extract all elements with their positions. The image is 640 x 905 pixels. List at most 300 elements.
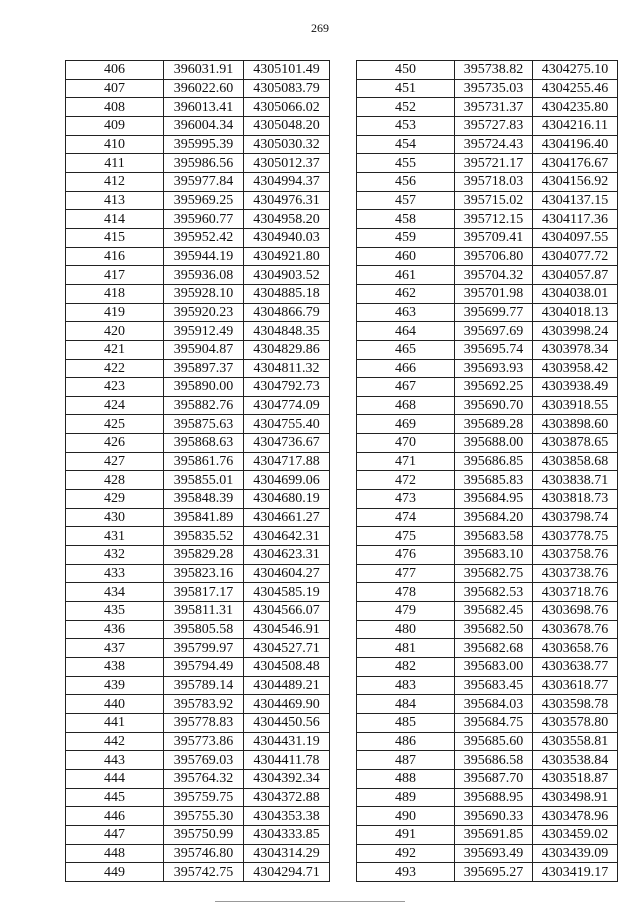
table-row — [357, 396, 618, 415]
x-coordinate-cell: 396013.41 — [164, 98, 244, 117]
table-row — [357, 322, 618, 341]
y-coordinate-cell: 4303798.74 — [533, 508, 618, 527]
table-row — [357, 154, 618, 173]
y-coordinate-cell: 4303958.42 — [533, 359, 618, 378]
y-coordinate-cell: 4303538.84 — [533, 751, 618, 770]
x-coordinate-cell: 395687.70 — [455, 769, 533, 788]
table-row — [357, 303, 618, 322]
point-number-cell: 457 — [357, 191, 455, 210]
y-coordinate-cell: 4304469.90 — [244, 695, 330, 714]
x-coordinate-cell: 395683.10 — [455, 546, 533, 565]
point-number-cell: 485 — [357, 713, 455, 732]
y-coordinate-cell: 4304546.91 — [244, 620, 330, 639]
table-row — [66, 452, 330, 471]
point-number-cell: 410 — [66, 135, 164, 154]
y-coordinate-cell: 4303898.60 — [533, 415, 618, 434]
table-row — [357, 676, 618, 695]
table-row — [66, 61, 330, 80]
table-row — [357, 172, 618, 191]
x-coordinate-cell: 396031.91 — [164, 61, 244, 80]
point-number-cell: 470 — [357, 434, 455, 453]
x-coordinate-cell: 395799.97 — [164, 639, 244, 658]
x-coordinate-cell: 395684.95 — [455, 490, 533, 509]
x-coordinate-cell: 395969.25 — [164, 191, 244, 210]
point-number-cell: 439 — [66, 676, 164, 695]
table-row — [66, 471, 330, 490]
x-coordinate-cell: 395742.75 — [164, 863, 244, 882]
table-row — [66, 546, 330, 565]
x-coordinate-cell: 395904.87 — [164, 340, 244, 359]
point-number-cell: 448 — [66, 844, 164, 863]
x-coordinate-cell: 395759.75 — [164, 788, 244, 807]
x-coordinate-cell: 395986.56 — [164, 154, 244, 173]
x-coordinate-cell: 395683.45 — [455, 676, 533, 695]
y-coordinate-cell: 4303838.71 — [533, 471, 618, 490]
y-coordinate-cell: 4304623.31 — [244, 546, 330, 565]
table-row — [66, 284, 330, 303]
x-coordinate-cell: 395977.84 — [164, 172, 244, 191]
x-coordinate-cell: 395823.16 — [164, 564, 244, 583]
table-row — [66, 172, 330, 191]
point-number-cell: 461 — [357, 266, 455, 285]
x-coordinate-cell: 395855.01 — [164, 471, 244, 490]
table-row — [66, 359, 330, 378]
point-number-cell: 491 — [357, 825, 455, 844]
table-row — [66, 79, 330, 98]
point-number-cell: 406 — [66, 61, 164, 80]
x-coordinate-cell: 395861.76 — [164, 452, 244, 471]
y-coordinate-cell: 4304333.85 — [244, 825, 330, 844]
point-number-cell: 419 — [66, 303, 164, 322]
point-number-cell: 436 — [66, 620, 164, 639]
table-row — [357, 863, 618, 882]
table-row — [357, 452, 618, 471]
x-coordinate-cell: 395995.39 — [164, 135, 244, 154]
point-number-cell: 425 — [66, 415, 164, 434]
y-coordinate-cell: 4304699.06 — [244, 471, 330, 490]
y-coordinate-cell: 4303478.96 — [533, 807, 618, 826]
table-row — [66, 303, 330, 322]
y-coordinate-cell: 4305066.02 — [244, 98, 330, 117]
y-coordinate-cell: 4304176.67 — [533, 154, 618, 173]
y-coordinate-cell: 4303439.09 — [533, 844, 618, 863]
y-coordinate-cell: 4304755.40 — [244, 415, 330, 434]
x-coordinate-cell: 395690.70 — [455, 396, 533, 415]
table-row — [357, 471, 618, 490]
y-coordinate-cell: 4304216.11 — [533, 116, 618, 135]
x-coordinate-cell: 395829.28 — [164, 546, 244, 565]
x-coordinate-cell: 395682.45 — [455, 602, 533, 621]
x-coordinate-cell: 395715.02 — [455, 191, 533, 210]
y-coordinate-cell: 4303459.02 — [533, 825, 618, 844]
table-row — [66, 620, 330, 639]
x-coordinate-cell: 395755.30 — [164, 807, 244, 826]
y-coordinate-cell: 4303698.76 — [533, 602, 618, 621]
y-coordinate-cell: 4304661.27 — [244, 508, 330, 527]
table-row — [66, 564, 330, 583]
x-coordinate-cell: 395693.49 — [455, 844, 533, 863]
table-row — [357, 769, 618, 788]
table-row — [357, 658, 618, 677]
point-number-cell: 454 — [357, 135, 455, 154]
table-row — [357, 228, 618, 247]
y-coordinate-cell: 4304976.31 — [244, 191, 330, 210]
y-coordinate-cell: 4304680.19 — [244, 490, 330, 509]
x-coordinate-cell: 395882.76 — [164, 396, 244, 415]
x-coordinate-cell: 395684.75 — [455, 713, 533, 732]
table-row — [357, 695, 618, 714]
point-number-cell: 408 — [66, 98, 164, 117]
x-coordinate-cell: 395686.85 — [455, 452, 533, 471]
point-number-cell: 488 — [357, 769, 455, 788]
x-coordinate-cell: 395769.03 — [164, 751, 244, 770]
table-row — [357, 639, 618, 658]
point-number-cell: 434 — [66, 583, 164, 602]
x-coordinate-cell: 395875.63 — [164, 415, 244, 434]
y-coordinate-cell: 4303618.77 — [533, 676, 618, 695]
x-coordinate-cell: 395735.03 — [455, 79, 533, 98]
y-coordinate-cell: 4304117.36 — [533, 210, 618, 229]
y-coordinate-cell: 4304137.15 — [533, 191, 618, 210]
y-coordinate-cell: 4304077.72 — [533, 247, 618, 266]
point-number-cell: 426 — [66, 434, 164, 453]
y-coordinate-cell: 4304196.40 — [533, 135, 618, 154]
table-row — [357, 490, 618, 509]
x-coordinate-cell: 395789.14 — [164, 676, 244, 695]
y-coordinate-cell: 4304811.32 — [244, 359, 330, 378]
y-coordinate-cell: 4303558.81 — [533, 732, 618, 751]
point-number-cell: 453 — [357, 116, 455, 135]
table-row — [66, 340, 330, 359]
point-number-cell: 447 — [66, 825, 164, 844]
point-number-cell: 493 — [357, 863, 455, 882]
x-coordinate-cell: 395685.83 — [455, 471, 533, 490]
x-coordinate-cell: 395783.92 — [164, 695, 244, 714]
x-coordinate-cell: 395709.41 — [455, 228, 533, 247]
y-coordinate-cell: 4303598.78 — [533, 695, 618, 714]
table-row — [66, 322, 330, 341]
x-coordinate-cell: 395805.58 — [164, 620, 244, 639]
table-row — [66, 415, 330, 434]
table-row — [66, 863, 330, 882]
x-coordinate-cell: 395689.28 — [455, 415, 533, 434]
point-number-cell: 484 — [357, 695, 455, 714]
y-coordinate-cell: 4303818.73 — [533, 490, 618, 509]
x-coordinate-cell: 395738.82 — [455, 61, 533, 80]
point-number-cell: 411 — [66, 154, 164, 173]
x-coordinate-cell: 395750.99 — [164, 825, 244, 844]
y-coordinate-cell: 4304717.88 — [244, 452, 330, 471]
table-row — [357, 415, 618, 434]
x-coordinate-cell: 395693.93 — [455, 359, 533, 378]
y-coordinate-cell: 4304235.80 — [533, 98, 618, 117]
y-coordinate-cell: 4304994.37 — [244, 172, 330, 191]
table-row — [357, 210, 618, 229]
y-coordinate-cell: 4305101.49 — [244, 61, 330, 80]
y-coordinate-cell: 4304642.31 — [244, 527, 330, 546]
table-row — [66, 154, 330, 173]
point-number-cell: 468 — [357, 396, 455, 415]
table-row — [66, 825, 330, 844]
point-number-cell: 424 — [66, 396, 164, 415]
point-number-cell: 452 — [357, 98, 455, 117]
x-coordinate-cell: 395912.49 — [164, 322, 244, 341]
point-number-cell: 437 — [66, 639, 164, 658]
table-row — [66, 135, 330, 154]
x-coordinate-cell: 395683.58 — [455, 527, 533, 546]
table-row — [357, 61, 618, 80]
table-row — [357, 732, 618, 751]
point-number-cell: 486 — [357, 732, 455, 751]
x-coordinate-cell: 395794.49 — [164, 658, 244, 677]
x-coordinate-cell: 395897.37 — [164, 359, 244, 378]
x-coordinate-cell: 395848.39 — [164, 490, 244, 509]
point-number-cell: 409 — [66, 116, 164, 135]
point-number-cell: 438 — [66, 658, 164, 677]
table-row — [357, 135, 618, 154]
table-row — [357, 508, 618, 527]
point-number-cell: 460 — [357, 247, 455, 266]
x-coordinate-cell: 395890.00 — [164, 378, 244, 397]
y-coordinate-cell: 4303578.80 — [533, 713, 618, 732]
point-number-cell: 492 — [357, 844, 455, 863]
y-coordinate-cell: 4303858.68 — [533, 452, 618, 471]
table-row — [66, 527, 330, 546]
table-row — [66, 490, 330, 509]
y-coordinate-cell: 4304431.19 — [244, 732, 330, 751]
y-coordinate-cell: 4303758.76 — [533, 546, 618, 565]
x-coordinate-cell: 395704.32 — [455, 266, 533, 285]
x-coordinate-cell: 395686.58 — [455, 751, 533, 770]
point-number-cell: 483 — [357, 676, 455, 695]
table-row — [357, 844, 618, 863]
x-coordinate-cell: 395682.75 — [455, 564, 533, 583]
page-number: 269 — [311, 21, 329, 35]
table-row — [66, 508, 330, 527]
y-coordinate-cell: 4304156.92 — [533, 172, 618, 191]
point-number-cell: 416 — [66, 247, 164, 266]
y-coordinate-cell: 4303678.76 — [533, 620, 618, 639]
point-number-cell: 469 — [357, 415, 455, 434]
y-coordinate-cell: 4303658.76 — [533, 639, 618, 658]
point-number-cell: 421 — [66, 340, 164, 359]
table-row — [66, 434, 330, 453]
point-number-cell: 415 — [66, 228, 164, 247]
point-number-cell: 474 — [357, 508, 455, 527]
table-row — [66, 191, 330, 210]
y-coordinate-cell: 4304353.38 — [244, 807, 330, 826]
x-coordinate-cell: 395936.08 — [164, 266, 244, 285]
table-row — [357, 564, 618, 583]
point-number-cell: 417 — [66, 266, 164, 285]
table-row — [357, 825, 618, 844]
x-coordinate-cell: 395960.77 — [164, 210, 244, 229]
x-coordinate-cell: 395699.77 — [455, 303, 533, 322]
y-coordinate-cell: 4304314.29 — [244, 844, 330, 863]
point-number-cell: 414 — [66, 210, 164, 229]
point-number-cell: 476 — [357, 546, 455, 565]
table-row — [357, 602, 618, 621]
y-coordinate-cell: 4304450.56 — [244, 713, 330, 732]
point-number-cell: 451 — [357, 79, 455, 98]
table-row — [66, 676, 330, 695]
x-coordinate-cell: 395682.68 — [455, 639, 533, 658]
x-coordinate-cell: 395682.50 — [455, 620, 533, 639]
table-row — [66, 751, 330, 770]
table-row — [66, 639, 330, 658]
x-coordinate-cell: 395746.80 — [164, 844, 244, 863]
y-coordinate-cell: 4304958.20 — [244, 210, 330, 229]
y-coordinate-cell: 4305083.79 — [244, 79, 330, 98]
y-coordinate-cell: 4303638.77 — [533, 658, 618, 677]
table-row — [66, 583, 330, 602]
y-coordinate-cell: 4304255.46 — [533, 79, 618, 98]
point-number-cell: 420 — [66, 322, 164, 341]
y-coordinate-cell: 4304508.48 — [244, 658, 330, 677]
table-row — [66, 210, 330, 229]
x-coordinate-cell: 395920.23 — [164, 303, 244, 322]
table-row — [66, 228, 330, 247]
point-number-cell: 481 — [357, 639, 455, 658]
table-row — [357, 266, 618, 285]
table-row — [357, 359, 618, 378]
x-coordinate-cell: 395683.00 — [455, 658, 533, 677]
y-coordinate-cell: 4304294.71 — [244, 863, 330, 882]
point-number-cell: 478 — [357, 583, 455, 602]
y-coordinate-cell: 4304866.79 — [244, 303, 330, 322]
point-number-cell: 477 — [357, 564, 455, 583]
coordinates-table-left — [65, 60, 330, 882]
table-row — [66, 658, 330, 677]
y-coordinate-cell: 4303878.65 — [533, 434, 618, 453]
point-number-cell: 456 — [357, 172, 455, 191]
point-number-cell: 479 — [357, 602, 455, 621]
y-coordinate-cell: 4305048.20 — [244, 116, 330, 135]
point-number-cell: 442 — [66, 732, 164, 751]
x-coordinate-cell: 395773.86 — [164, 732, 244, 751]
x-coordinate-cell: 395706.80 — [455, 247, 533, 266]
y-coordinate-cell: 4304566.07 — [244, 602, 330, 621]
point-number-cell: 472 — [357, 471, 455, 490]
table-row — [357, 247, 618, 266]
x-coordinate-cell: 395690.33 — [455, 807, 533, 826]
point-number-cell: 428 — [66, 471, 164, 490]
x-coordinate-cell: 396022.60 — [164, 79, 244, 98]
point-number-cell: 441 — [66, 713, 164, 732]
table-row — [357, 79, 618, 98]
table-row — [357, 788, 618, 807]
point-number-cell: 407 — [66, 79, 164, 98]
table-row — [66, 807, 330, 826]
x-coordinate-cell: 395697.69 — [455, 322, 533, 341]
table-row — [357, 98, 618, 117]
y-coordinate-cell: 4304736.67 — [244, 434, 330, 453]
y-coordinate-cell: 4303978.34 — [533, 340, 618, 359]
table-row — [66, 732, 330, 751]
y-coordinate-cell: 4304940.03 — [244, 228, 330, 247]
table-row — [66, 602, 330, 621]
y-coordinate-cell: 4304018.13 — [533, 303, 618, 322]
point-number-cell: 490 — [357, 807, 455, 826]
table-row — [66, 98, 330, 117]
x-coordinate-cell: 395682.53 — [455, 583, 533, 602]
table-row — [66, 396, 330, 415]
coordinates-table-right — [356, 60, 618, 882]
point-number-cell: 463 — [357, 303, 455, 322]
table-row — [357, 546, 618, 565]
point-number-cell: 431 — [66, 527, 164, 546]
point-number-cell: 429 — [66, 490, 164, 509]
point-number-cell: 440 — [66, 695, 164, 714]
point-number-cell: 475 — [357, 527, 455, 546]
y-coordinate-cell: 4304604.27 — [244, 564, 330, 583]
point-number-cell: 471 — [357, 452, 455, 471]
x-coordinate-cell: 395944.19 — [164, 247, 244, 266]
y-coordinate-cell: 4304921.80 — [244, 247, 330, 266]
point-number-cell: 443 — [66, 751, 164, 770]
y-coordinate-cell: 4304038.01 — [533, 284, 618, 303]
point-number-cell: 473 — [357, 490, 455, 509]
table-row — [357, 751, 618, 770]
y-coordinate-cell: 4304885.18 — [244, 284, 330, 303]
point-number-cell: 455 — [357, 154, 455, 173]
y-coordinate-cell: 4303498.91 — [533, 788, 618, 807]
y-coordinate-cell: 4303738.76 — [533, 564, 618, 583]
point-number-cell: 459 — [357, 228, 455, 247]
y-coordinate-cell: 4304489.21 — [244, 676, 330, 695]
x-coordinate-cell: 395688.00 — [455, 434, 533, 453]
x-coordinate-cell: 395817.17 — [164, 583, 244, 602]
y-coordinate-cell: 4304057.87 — [533, 266, 618, 285]
table-row — [66, 378, 330, 397]
table-row — [357, 284, 618, 303]
y-coordinate-cell: 4305030.32 — [244, 135, 330, 154]
point-number-cell: 467 — [357, 378, 455, 397]
point-number-cell: 489 — [357, 788, 455, 807]
point-number-cell: 435 — [66, 602, 164, 621]
point-number-cell: 444 — [66, 769, 164, 788]
point-number-cell: 450 — [357, 61, 455, 80]
x-coordinate-cell: 396004.34 — [164, 116, 244, 135]
y-coordinate-cell: 4304097.55 — [533, 228, 618, 247]
point-number-cell: 464 — [357, 322, 455, 341]
y-coordinate-cell: 4304792.73 — [244, 378, 330, 397]
y-coordinate-cell: 4304774.09 — [244, 396, 330, 415]
x-coordinate-cell: 395701.98 — [455, 284, 533, 303]
x-coordinate-cell: 395778.83 — [164, 713, 244, 732]
y-coordinate-cell: 4303778.75 — [533, 527, 618, 546]
y-coordinate-cell: 4304848.35 — [244, 322, 330, 341]
y-coordinate-cell: 4304829.86 — [244, 340, 330, 359]
x-coordinate-cell: 395841.89 — [164, 508, 244, 527]
x-coordinate-cell: 395731.37 — [455, 98, 533, 117]
point-number-cell: 458 — [357, 210, 455, 229]
point-number-cell: 412 — [66, 172, 164, 191]
table-row — [357, 434, 618, 453]
x-coordinate-cell: 395692.25 — [455, 378, 533, 397]
point-number-cell: 482 — [357, 658, 455, 677]
x-coordinate-cell: 395727.83 — [455, 116, 533, 135]
x-coordinate-cell: 395684.03 — [455, 695, 533, 714]
table-row — [357, 620, 618, 639]
table-row — [66, 116, 330, 135]
y-coordinate-cell: 4304275.10 — [533, 61, 618, 80]
x-coordinate-cell: 395712.15 — [455, 210, 533, 229]
x-coordinate-cell: 395928.10 — [164, 284, 244, 303]
point-number-cell: 418 — [66, 284, 164, 303]
x-coordinate-cell: 395868.63 — [164, 434, 244, 453]
y-coordinate-cell: 4305012.37 — [244, 154, 330, 173]
